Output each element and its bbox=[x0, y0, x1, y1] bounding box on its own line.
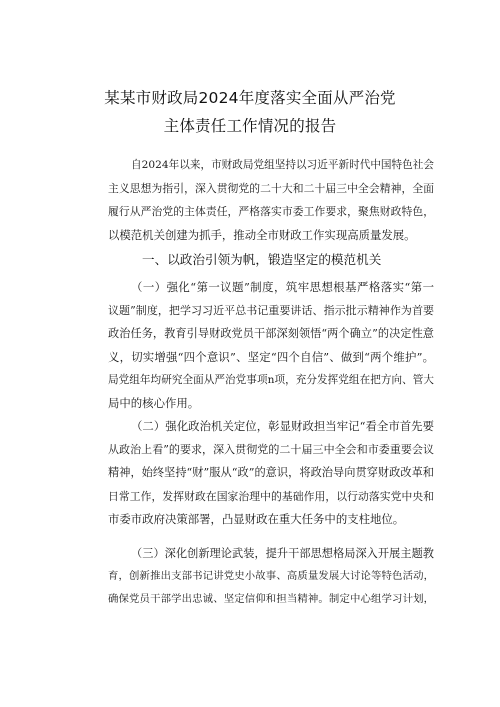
text-line: 精神，始终坚持“财”服从“政”的意识，将政治导向贯穿财政改革和 bbox=[108, 466, 434, 480]
text-line: 育，创新推出支部书记讲党史小故事、高质量发展大讨论等特色活动， bbox=[108, 570, 434, 583]
text-line: 义，切实增强“四个意识”、坚定“四个自信”、做到“两个维护”。 bbox=[108, 349, 434, 364]
document-title-line-1: 某某市财政局2024年度落实全面从严治党 bbox=[104, 89, 396, 107]
text-line: 市委市政府决策部署，凸显财政在重大任务中的支柱地位。 bbox=[108, 511, 405, 526]
document-title-line-2: 主体责任工作情况的报告 bbox=[163, 117, 337, 135]
text-line: 主义思想为指引，深入贯彻党的二十大和二十届三中全会精神，全面 bbox=[108, 182, 434, 196]
text-line: 局党组年均研究全面从严治党事项n项，充分发挥党组在把方向、管大 bbox=[108, 373, 434, 386]
text-line: 局中的核心作用。 bbox=[108, 396, 200, 411]
text-line: 自2024年以来，市财政局党组坚持以习近平新时代中国特色社会 bbox=[131, 159, 434, 171]
text-line: 政治任务，教育引导财政党员干部深刻领悟“两个确立”的决定性意 bbox=[108, 327, 434, 341]
text-line: （一）强化“第一议题”制度，筑牢思想根基严格落实“第一 bbox=[131, 280, 434, 294]
paragraph-1 bbox=[108, 276, 434, 415]
text-line: 从政治上看”的要求，深入贯彻党的二十届三中全会和市委重要会议 bbox=[108, 443, 434, 457]
paragraph-2 bbox=[108, 415, 434, 531]
section-heading-1: 一、以政治引领为帆，锻造坚定的模范机关 bbox=[142, 252, 382, 267]
intro-paragraph bbox=[108, 154, 434, 247]
text-line: 履行从严治党的主体责任，严格落实市委工作要求，聚焦财政特色， bbox=[108, 205, 434, 219]
text-line: 确保党员干部学出忠诚、坚定信仰和担当精神。制定中心组学习计划， bbox=[108, 593, 434, 606]
paragraph-3 bbox=[108, 542, 434, 612]
text-line: 日常工作，发挥财政在国家治理中的基础作用，以行动落实党中央和 bbox=[108, 489, 434, 503]
text-line: 议题”制度，把学习习近平总书记重要讲话、指示批示精神作为首要 bbox=[108, 304, 434, 318]
text-line: 以模范机关创建为抓手，推动全市财政工作实现高质量发展。 bbox=[108, 227, 416, 242]
text-line: （二）强化政治机关定位，彰显财政担当牢记“看全市首先要 bbox=[131, 419, 434, 433]
text-line: （三）深化创新理论武装，提升干部思想格局深入开展主题教 bbox=[131, 547, 434, 560]
